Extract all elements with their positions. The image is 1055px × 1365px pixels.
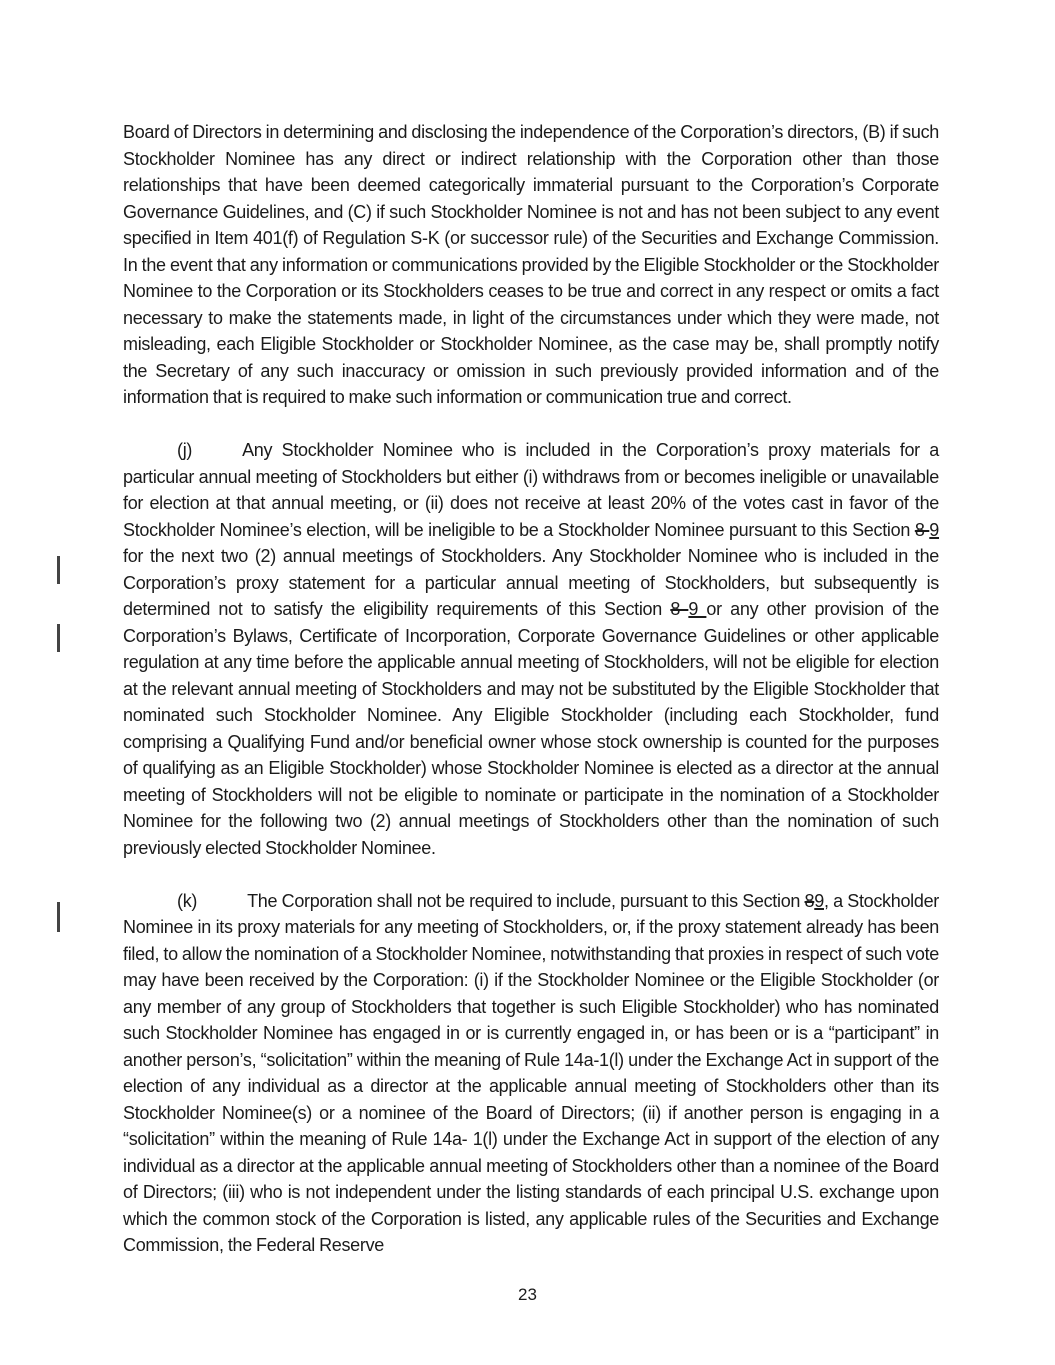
change-bar [57, 902, 60, 932]
paragraph-label: (k) [177, 890, 198, 911]
document-body [123, 119, 939, 1259]
paragraph-k: (k) The Corporation shall not be required to include, pursuant to this Section 89, a Stockholder Nominee in its proxy materials for any meeting of Stockholders, or, if the proxy statement already has been filed, to allow the nomination of a Stockholder Nominee, notwithstanding that proxies in respect of such vote may have been received by the Corporation: (i) if the Stockholder Nominee or the Eligible Stockholder (or any member of any group of Stockholders that together is such Eligible Stockholder) who has nominated such Stockholder Nominee has engaged in or is currently engaged in, or has been or is a “participant” in another person’s, “solicitation” within the meaning of Rule 14a-1(l) under the Exchange Act in support of the election of any individual as a director at the applicable annual meeting of Stockholders other than its Stockholder Nominee(s) or a nominee of the Board of Directors; (ii) if another person is engaging in a “solicitation” within the meaning of Rule 14a- 1(l) under the Exchange Act in support of the election of any individual as a director at the applicable annual meeting of Stockholders other than a nominee of the Board of Directors; (iii) who is not independent under the listing standards of each principal U.S. exchange upon which the common stock of the Corporation is listed, any applicable rules of the Securities and Exchange Commission, the Federal Reserve [123, 890, 939, 1255]
inserted-text: 9 [814, 890, 824, 911]
paragraph-j: (j) Any Stockholder Nominee who is included in the Corporation’s proxy materials for a particular annual meeting of Stockholders but either (i) withdraws from or becomes ineligible or unavailable for election at that annual meeting, or (ii) does not receive at least 20% of the votes cast in favor of the Stockholder Nominee’s election, will be ineligible to be a Stockholder Nominee pursuant to this Section 8 9 for the next two (2) annual meetings of Stockholders. Any Stockholder Nominee who is included in the Corporation’s proxy statement for a particular annual meeting of Stockholders, but subsequently is determined not to satisfy the eligibility requirements of this Section 8 9 or any other provision of the Corporation’s Bylaws, Certificate of Incorporation, Corporate Governance Guidelines or other applicable regulation at any time before the applicable annual meeting of Stockholders, will not be eligible for election at the relevant annual meeting of Stockholders and may not be substituted by the Eligible Stockholder that nominated such Stockholder Nominee. Any Eligible Stockholder (including each Stockholder, fund comprising a Qualifying Fund and/or beneficial owner whose stock ownership is counted for the purposes of qualifying as an Eligible Stockholder) whose Stockholder Nominee is elected as a director at the annual meeting of Stockholders will not be eligible to nominate or participate in the nomination of a Stockholder Nominee for the following two (2) annual meetings of Stockholders other than the nomination of such previously elected Stockholder Nominee. [123, 440, 940, 858]
paragraph-continuation: Board of Directors in determining and disclosing the independence of the Corporation’s directors, (B) if such Stockholder Nominee has any direct or indirect relationship with the Corporation other than those relationships that have been deemed categorically immaterial pursuant to the Corporation’s Corporate Governance Guidelines, and (C) if such Stockholder Nominee is not and has not been subject to any event specified in Item 401(f) of Regulation S-K (or successor rule) of the Securities and Exchange Commission. In the event that any information or communications provided by the Eligible Stockholder or the Stockholder Nominee to the Corporation or its Stockholders ceases to be true and correct in any respect or omits a fact necessary to make the statements made, in light of the circumstances under which they were made, not misleading, each Eligible Stockholder or Stockholder Nominee, as the case may be, shall promptly notify the Secretary of any such inaccuracy or omission in such previously provided information and of the information that is required to make such information or communication true and correct. [123, 122, 939, 407]
change-bar [57, 624, 60, 652]
paragraph-label: (j) [177, 440, 193, 460]
deleted-text: 8 [804, 890, 815, 911]
page-number: 23 [518, 1285, 537, 1304]
change-bar [57, 556, 60, 584]
deleted-text: 8 [914, 519, 930, 540]
deleted-text: 8 [670, 599, 689, 619]
inserted-text: 9 [688, 599, 707, 619]
inserted-text: 9 [929, 519, 940, 540]
